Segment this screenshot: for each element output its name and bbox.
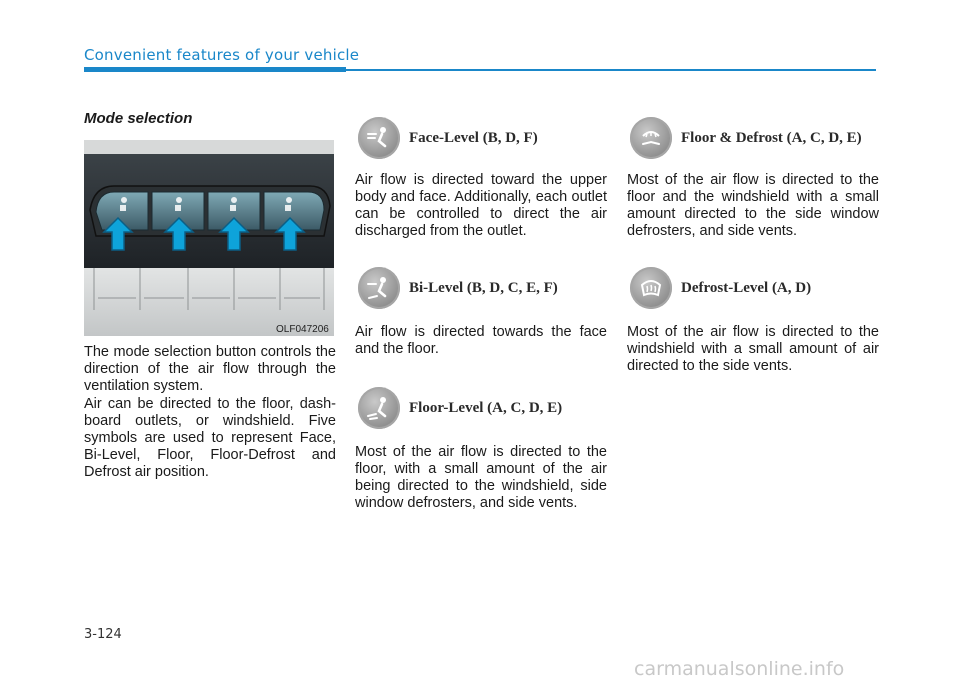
- header-rule-thick: [84, 67, 346, 72]
- mode-label: Floor-Level (A, C, D, E): [409, 399, 563, 416]
- mode-floor-defrost-heading: [630, 117, 862, 159]
- mode-description: Most of the air flow is directed to the floor and the windshield with a small amount directed to the side window defrosters, and side vents.: [627, 172, 879, 239]
- mode-label: Defrost-Level (A, D): [681, 279, 812, 296]
- mode-label: Floor & Defrost (A, C, D, E): [681, 129, 862, 146]
- face-level-icon: [358, 117, 400, 159]
- defrost-level-icon: [630, 267, 672, 309]
- header-title: Convenient features of your vehicle: [84, 46, 360, 64]
- mode-buttons-figure: [84, 140, 334, 336]
- floor-level-icon: [358, 387, 400, 429]
- section-title: Mode selection: [84, 110, 193, 127]
- mode-description: Air flow is directed toward the upper body and face. Additionally, each outlet can be controlled to direct the air discharged from the outlet.: [355, 172, 607, 239]
- mode-face-level-heading: [358, 117, 538, 159]
- mode-description: Most of the air flow is directed to the floor, with a small amount of the air being directed to the windshield, side window defrosters, and side vents.: [355, 444, 607, 511]
- bi-level-icon: [358, 267, 400, 309]
- floor-defrost-icon: [630, 117, 672, 159]
- watermark: carmanualsonline.info: [634, 658, 845, 680]
- mode-bi-level-heading: [358, 267, 558, 309]
- mode-floor-level-heading: [358, 387, 562, 429]
- page-number: 3-124: [84, 627, 122, 642]
- mode-label: Face-Level (B, D, F): [409, 129, 538, 146]
- intro-paragraph: The mode selection button controls the direction of the air flow through the ventilation system.: [84, 344, 336, 394]
- header-rule-thin: [346, 69, 876, 71]
- mode-label: Bi-Level (B, D, C, E, F): [409, 279, 558, 296]
- mode-description: Air flow is directed towards the face and the floor.: [355, 324, 607, 357]
- mode-description: Most of the air flow is directed to the windshield with a small amount of air directed to the side vents.: [627, 324, 879, 374]
- directions-paragraph: Air can be directed to the floor, dash-board outlets, or windshield. Five symbols are used to represent Face, Bi-Level, Floor, Floor-Defrost and Defrost air position.: [84, 396, 336, 480]
- figure-code: OLF047206: [276, 324, 329, 335]
- mode-defrost-level-heading: [630, 267, 811, 309]
